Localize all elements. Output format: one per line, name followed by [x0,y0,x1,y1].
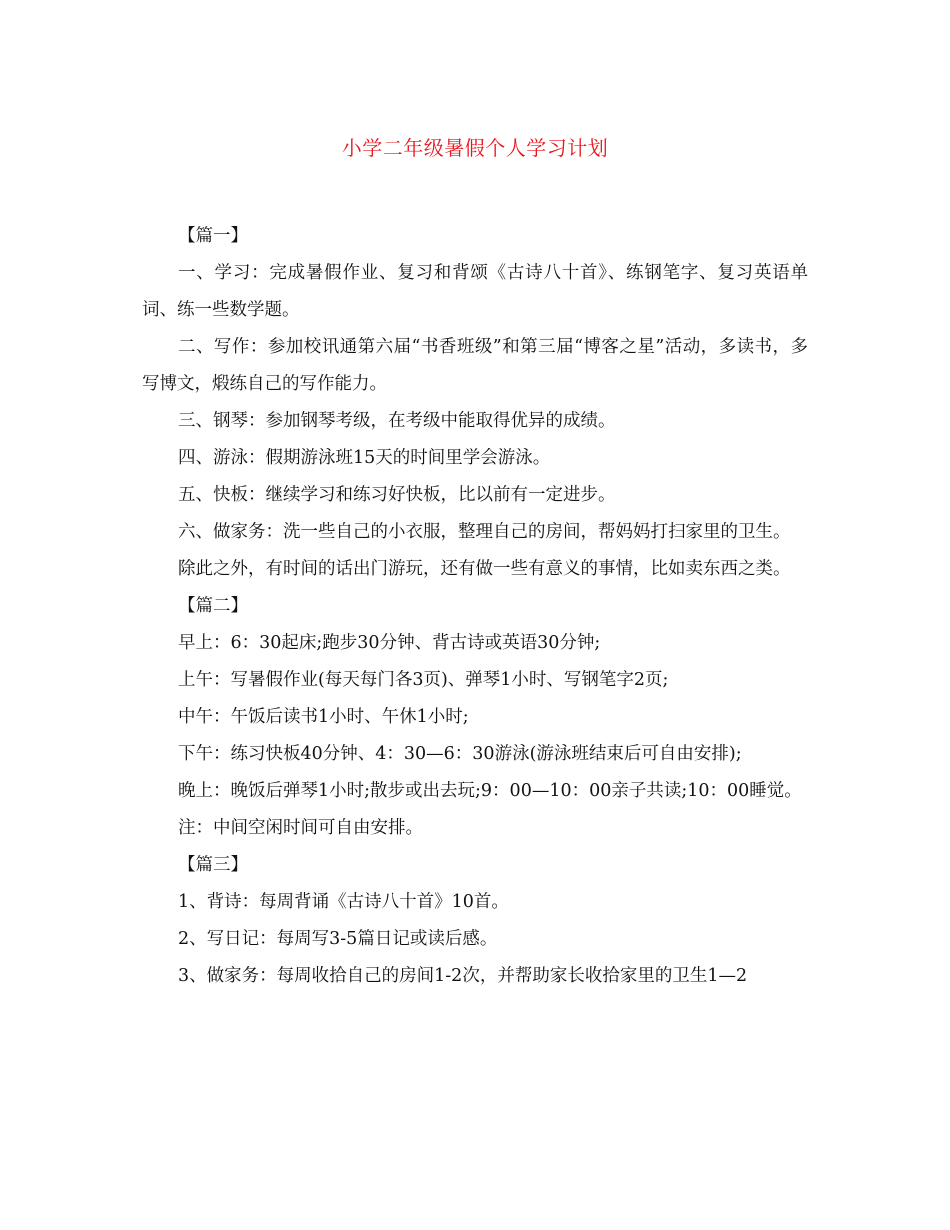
paragraph: 中午：午饭后读书1小时、午休1小时; [178,707,469,727]
paragraph: 二、写作：参加校讯通第六届“书香班级”和第三届“博客之星”活动，多读书，多写博文，煅练自己的写作能力。 [142,337,808,394]
paragraph: 早上：6：30起床;跑步30分钟、背古诗或英语30分钟; [178,633,601,653]
paragraph: 上午：写暑假作业(每天每门各3页)、弹琴1小时、写钢笔字2页; [178,670,669,690]
section-2 [142,588,808,847]
paragraph: 三、钢琴：参加钢琴考级，在考级中能取得优异的成绩。 [178,411,616,431]
paragraph: 注：中间空闲时间可自由安排。 [178,818,423,838]
paragraph: 2、写日记：每周写3-5篇日记或读后感。 [178,929,498,949]
section-3 [142,847,808,995]
paragraph: 3、做家务：每周收拾自己的房间1-2次，并帮助家长收拾家里的卫生1—2 [178,966,748,986]
section-heading: 【篇二】 [178,596,248,616]
document-body [142,218,808,995]
paragraph: 五、快板：继续学习和练习好快板，比以前有一定进步。 [178,485,616,505]
paragraph: 除此之外，有时间的话出门游玩，还有做一些有意义的事情，比如卖东西之类。 [178,559,791,579]
paragraph: 一、学习：完成暑假作业、复习和背颂《古诗八十首》、练钢笔字、复习英语单词、练一些数学题。 [142,263,808,320]
section-1 [142,218,808,588]
section-heading: 【篇一】 [178,226,248,246]
document-title: 小学二年级暑假个人学习计划 [341,136,609,160]
paragraph: 下午：练习快板40分钟、4：30—6：30游泳(游泳班结束后可自由安排); [178,744,742,764]
paragraph: 六、做家务：洗一些自己的小衣服，整理自己的房间，帮妈妈打扫家里的卫生。 [178,522,791,542]
paragraph: 四、游泳：假期游泳班15天的时间里学会游泳。 [178,448,551,468]
section-heading: 【篇三】 [178,855,248,875]
paragraph: 晚上：晚饭后弹琴1小时;散步或出去玩;9：00—10：00亲子共读;10：00睡觉。 [178,781,802,801]
paragraph: 1、背诗：每周背诵《古诗八十首》10首。 [178,892,509,912]
